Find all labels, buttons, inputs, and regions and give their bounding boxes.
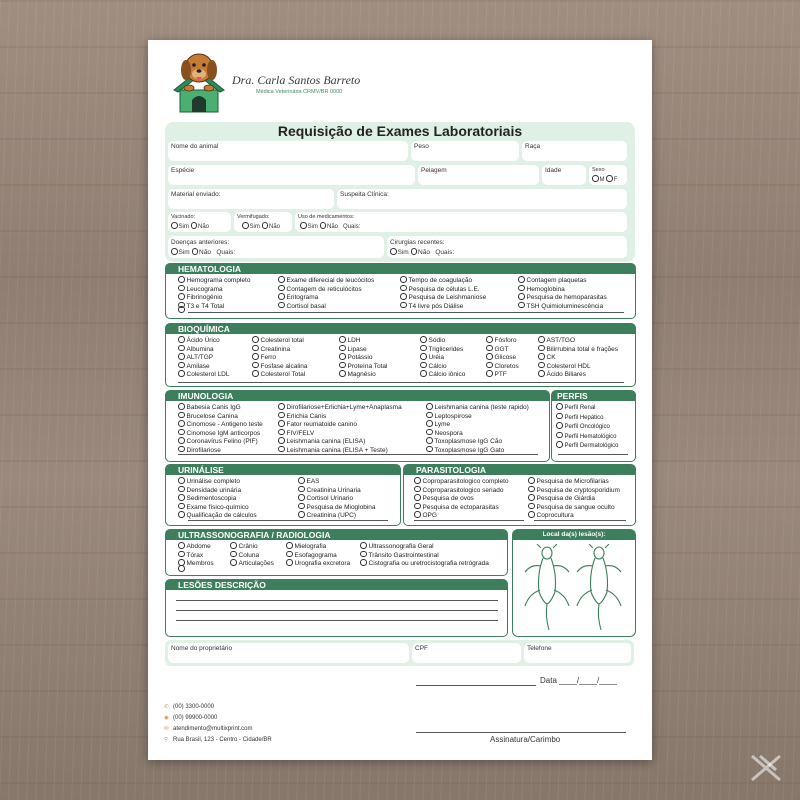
owner-name-label: Nome do proprietário [171, 645, 233, 652]
material-field[interactable] [168, 189, 334, 209]
email-icon: ✉ [164, 726, 169, 732]
species-field[interactable] [168, 165, 415, 185]
bioquimica-col-2[interactable]: Colesterol total Creatinina Ferro Fosfase alcalina Colesterol Total [252, 336, 307, 379]
dewormed-options[interactable]: Sim Não [242, 222, 280, 230]
animal-body-diagram-icon[interactable] [519, 544, 629, 632]
ultrassonografia-col-1[interactable]: Abdome Tórax Membros [178, 542, 214, 568]
ultrassonografia-col-3[interactable]: Mielografia Esofagograma Urografia excretora [286, 542, 350, 568]
age-label: Idade [545, 167, 562, 174]
contact-address: ⚲ Rua Brasil, 123 - Centro - Cidade/BR [164, 737, 272, 743]
whatsapp-icon: ◉ [164, 715, 169, 721]
section-parasitologia [403, 464, 636, 526]
bioquimica-col-4[interactable]: Sódio Triglicerides Uréia Cálcio Cálcio iônico [420, 336, 465, 379]
hematologia-title: HEMATOLOGIA [166, 264, 635, 274]
signature-line[interactable] [416, 732, 626, 733]
bioquimica-col-3[interactable]: LDH Lipase Potássio Proteína Total Magnésio [339, 336, 388, 379]
cpf-field[interactable] [412, 643, 521, 663]
urinalise-col-2[interactable]: EAS Creatinina Urinaria Cortisol Urinario Pesquisa de Mioglobina Creatinina (UPC) [298, 477, 376, 520]
perfis-other-line [558, 454, 628, 455]
section-bioquimica [165, 323, 636, 387]
imunologia-title: IMUNOLOGIA [166, 391, 549, 401]
age-field[interactable] [542, 165, 586, 185]
urinalise-other-line [188, 520, 388, 521]
contact-email: ✉ atendimento@multixprint.com [164, 726, 253, 732]
suspicion-label: Suspeita Clínica: [340, 191, 389, 198]
section-hematologia [165, 263, 636, 319]
vaccinated-label: Vacinado: [171, 214, 196, 220]
bioquimica-col-6[interactable]: AST/TGO Bilirrubina total e frações CK Colesterol HDL Ácido Biliares [538, 336, 618, 379]
watermark-logo-icon [748, 752, 784, 784]
contact-phone-1: ✆ (00) 3300-0000 [164, 704, 215, 710]
doctor-subtitle: Médica Veterinária CRMV/BR 0000 [256, 89, 343, 95]
phone-icon: ✆ [164, 704, 169, 710]
species-label: Espécie [171, 167, 195, 174]
cpf-label: CPF [415, 645, 428, 652]
imunologia-col-1[interactable]: Babesia Canis IgG Brucelose Canina Cinomose - Antigeno teste Cinomose IgM anticorpos Coronavírus Felino (PIF) Dirofilariose [178, 403, 263, 455]
ultrassonografia-title: ULTRASSONOGRAFIA / RADIOLOGIA [166, 530, 507, 540]
lesoes-line-3[interactable] [176, 620, 498, 621]
dog-house-logo-icon [164, 46, 234, 118]
parasitologia-other-line-2 [534, 520, 626, 521]
section-ultrassonografia [165, 529, 508, 576]
material-label: Material enviado: [171, 191, 221, 198]
breed-label: Raça [525, 143, 541, 150]
ultrassonografia-col-2[interactable]: Crânio Coluna Articulações [230, 542, 274, 568]
bioquimica-col-1[interactable]: Ácido Úrico Albumina ALT/TGP Amilase Colesterol LDL [178, 336, 230, 379]
dewormed-label: Vermifugado: [237, 214, 270, 220]
lesoes-line-2[interactable] [176, 610, 498, 611]
sex-field[interactable] [589, 165, 627, 185]
phone-label: Telefone [527, 645, 552, 652]
section-local-lesao [512, 529, 636, 637]
sex-options[interactable]: M F [592, 175, 617, 183]
weight-label: Peso [414, 143, 429, 150]
phone-field[interactable] [524, 643, 631, 663]
parasitologia-col-2[interactable]: Pesquisa de Microfilarias Pesquisa de cryptosporidium Pesquisa de Giárdia Pesquisa de sangue oculto Coprocultura [528, 477, 620, 520]
lesoes-title: LESÕES DESCRIÇÃO [166, 580, 507, 590]
bioquimica-other-line [178, 382, 624, 383]
section-perfis [551, 390, 636, 462]
form-title: Requisição de Exames Laboratoriais [277, 123, 523, 139]
medication-field[interactable] [295, 212, 627, 232]
vaccinated-options[interactable]: Sim Não [171, 222, 209, 230]
animal-name-field[interactable] [168, 141, 408, 161]
parasitologia-col-1[interactable]: Coproparasitologico completo Coproparasitologico seriado Pesquisa de ovos Pesquisa de ectoparasitas OPG [414, 477, 509, 520]
surgeries-field[interactable] [387, 236, 627, 258]
section-urinalise [165, 464, 401, 526]
section-imunologia [165, 390, 550, 462]
doctor-name: Dra. Carla Santos Barreto [232, 73, 361, 87]
local-lesao-title: Local da(s) lesão(s): [513, 530, 635, 540]
lesoes-line-1[interactable] [176, 600, 498, 601]
imunologia-other-line [178, 454, 538, 455]
hematologia-col-1[interactable]: Hemograma completo Leucograma Fibrinogênio T3 e T4 Total [178, 276, 250, 310]
hematologia-other-line [188, 312, 624, 313]
diseases-options[interactable]: Sim Não Quais: [171, 248, 235, 256]
date-label[interactable]: Data ____/____/____ [540, 676, 617, 685]
sex-label: Sexo [592, 167, 605, 173]
hematologia-other[interactable] [178, 306, 187, 315]
surgeries-label: Cirurgias recentes: [390, 239, 445, 246]
request-form-paper [148, 40, 652, 760]
diseases-field[interactable] [168, 236, 384, 258]
bioquimica-col-5[interactable]: Fósforo GGT Glicose Cloretos PTF [486, 336, 519, 379]
imunologia-col-2[interactable]: Dirofilariose+Erlichia+Lyme+Anaplasma Erlichia Canis Fator reumatoide canino FIV/FELV Leishmania canina (ELISA) Leishmania canina (ELISA + Teste) [278, 403, 402, 455]
ultrassonografia-col-4[interactable]: Ultrassonografia Geral Trânsito Gastrointestinal Cistografia ou uretrocistografia retrógrada [360, 542, 489, 568]
medication-label: Uso de medicamentos: [298, 214, 355, 220]
perfis-title: PERFIS [552, 391, 635, 401]
parasitologia-title: PARASITOLOGIA [404, 465, 635, 475]
dewormed-field[interactable] [234, 212, 292, 232]
breed-field[interactable] [522, 141, 627, 161]
imunologia-col-3[interactable]: Leishmania canina (teste rapido) Leptospirose Lyme Neospora Toxoplasmose IgG Cão Toxoplasmose IgG Gato [426, 403, 529, 455]
ultrassonografia-other[interactable] [178, 565, 187, 574]
section-lesoes [165, 579, 508, 637]
urinalise-col-1[interactable]: Urinálise completo Densidade urinária Sedimentoscopia Exame físico-químico Qualificação de cálculos [178, 477, 257, 520]
coat-label: Pelagem [421, 167, 447, 174]
hematologia-col-2[interactable]: Exame diferecial de leucócitos Contagem de reticulócitos Eritograma Cortisol basal [278, 276, 374, 310]
signature-label: Assinatura/Carimbo [490, 735, 561, 744]
coat-field[interactable] [418, 165, 539, 185]
urinalise-title: URINÁLISE [166, 465, 400, 475]
surgeries-options[interactable]: Sim Não Quais: [390, 248, 454, 256]
suspicion-field[interactable] [337, 189, 627, 209]
diseases-label: Doenças anteriores: [171, 239, 230, 246]
contact-phone-2: ◉ (00) 99900-0000 [164, 715, 218, 721]
bioquimica-title: BIOQUÍMICA [166, 324, 635, 334]
hematologia-col-4[interactable]: Contagem plaquetas Hemoglobina Pesquisa de hemoparasitas TSH Quimioluminescência [518, 276, 607, 310]
weight-field[interactable] [411, 141, 519, 161]
animal-name-label: Nome do animal [171, 143, 219, 150]
location-pin-icon: ⚲ [164, 737, 169, 743]
owner-name-field[interactable] [168, 643, 409, 663]
medication-options[interactable]: Sim Não Quais: [300, 222, 360, 230]
date-place-line[interactable] [416, 685, 536, 686]
contact-list [164, 702, 272, 746]
perfis-list[interactable]: Perfil Renal Perfil Hepático Perfil Oncológico Perfil Hematológico Perfil Dermatológico [556, 403, 619, 451]
vaccinated-field[interactable] [168, 212, 231, 232]
hematologia-col-3[interactable]: Tempo de coagulação Pesquisa de células L.E. Pesquisa de Leishmaniose T4 livre pós Diálise [400, 276, 486, 310]
parasitologia-other-line-1 [414, 520, 524, 521]
